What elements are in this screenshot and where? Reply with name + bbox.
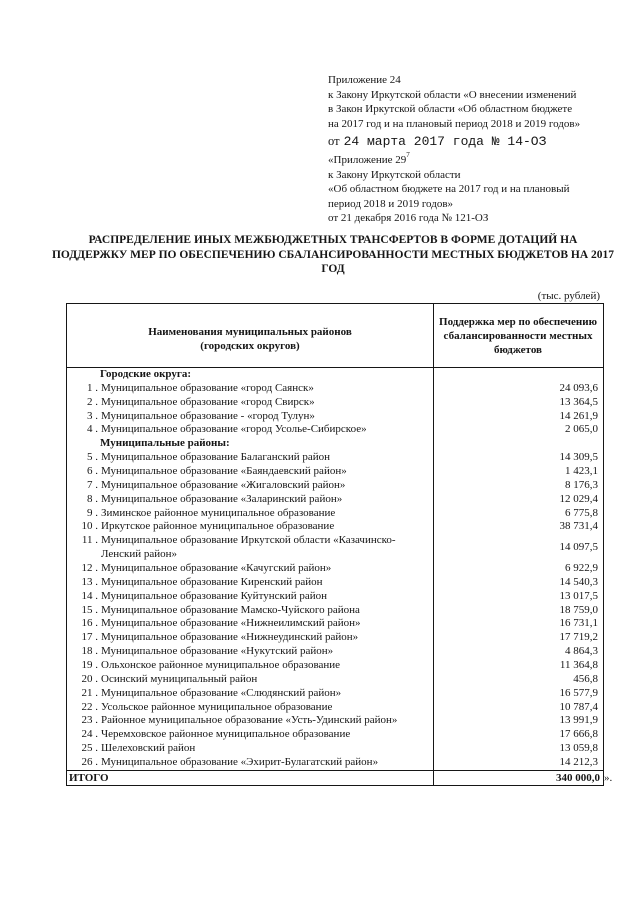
table-row	[67, 465, 603, 479]
row-value: 16 577,9	[559, 686, 598, 699]
row-number: 12 .	[81, 562, 98, 575]
row-value: 1 423,1	[565, 465, 598, 478]
row-value: 17 666,8	[559, 728, 598, 741]
column-divider	[433, 304, 434, 785]
row-value: 456,8	[573, 672, 598, 685]
appendix-date-line	[328, 133, 546, 149]
table-row	[67, 423, 603, 437]
row-value: 14 097,5	[559, 541, 598, 554]
row-number: 23 .	[81, 714, 98, 727]
header-name-line: (городских округов)	[200, 339, 300, 352]
table-row	[67, 534, 603, 562]
appendix-date-stamp: 24 марта 2017 года № 14-ОЗ	[343, 134, 547, 149]
row-name: Муниципальное образование «Нижнеудинский район»	[101, 631, 359, 644]
row-name: Муниципальное образование «город Саянск»	[101, 381, 314, 394]
table-header	[67, 304, 603, 368]
table-row	[67, 562, 603, 576]
row-name: Муниципальное образование «Жигаловский район»	[101, 478, 346, 491]
row-name: Муниципальное образование «город Свирск»	[101, 395, 315, 408]
table-row	[67, 728, 603, 742]
row-number: 3 .	[87, 409, 98, 422]
title-line: ГОД	[321, 263, 345, 275]
row-number: 11 .	[81, 534, 98, 547]
row-value: 8 176,3	[565, 478, 598, 491]
row-number: 13 .	[81, 575, 98, 588]
row-value: 13 991,9	[559, 714, 598, 727]
row-number: 17 .	[81, 631, 98, 644]
row-name: Черемховское районное муниципальное образование	[101, 728, 351, 741]
table-row	[67, 396, 603, 410]
table-row	[67, 382, 603, 396]
table-row	[67, 493, 603, 507]
table-row	[67, 576, 603, 590]
table-row	[67, 714, 603, 728]
base-appendix-line: от 21 декабря 2016 года № 121-ОЗ	[328, 212, 489, 224]
row-name: Шелеховский район	[101, 742, 196, 755]
row-name: Муниципальное образование - «город Тулун»	[101, 409, 315, 422]
table-row	[67, 451, 603, 465]
row-name: Муниципальное образование «Эхирит-Булагатский район»	[101, 756, 379, 769]
row-number: 24 .	[81, 728, 98, 741]
table-row	[67, 756, 603, 770]
total-value: 340 000,0	[556, 771, 600, 784]
appendix-line: в Закон Иркутской области «Об областном бюджете	[328, 103, 573, 115]
table-row	[67, 617, 603, 631]
row-value: 14 212,3	[559, 756, 598, 769]
table-row	[67, 701, 603, 715]
row-name: Муниципальное образование «Баяндаевский район»	[101, 465, 347, 478]
row-name: Муниципальное образование «Заларинский район»	[101, 492, 343, 505]
row-number: 5 .	[87, 451, 98, 464]
row-name: Районное муниципальное образование «Усть-Удинский район»	[101, 714, 398, 727]
base-appendix-line: «Об областном бюджете на 2017 год и на плановый	[328, 183, 570, 195]
row-name: Муниципальное образование Балаганский район	[101, 451, 331, 464]
base-appendix-title: «Приложение 29	[328, 154, 407, 166]
document-title	[30, 233, 636, 277]
group-header: Городские округа:	[100, 368, 192, 380]
row-name: Усольское районное муниципальное образование	[101, 700, 333, 713]
appendix-header	[328, 73, 580, 131]
row-number: 2 .	[87, 395, 98, 408]
table-row	[67, 507, 603, 521]
row-number: 9 .	[87, 506, 98, 519]
row-number: 6 .	[87, 465, 98, 478]
row-value: 24 093,6	[559, 381, 598, 394]
row-number: 20 .	[81, 672, 98, 685]
row-value: 14 261,9	[559, 409, 598, 422]
row-name: Муниципальное образование Мамско-Чуйского района	[101, 603, 360, 616]
row-number: 26 .	[81, 756, 98, 769]
table-row	[67, 742, 603, 756]
table-body	[67, 368, 603, 770]
row-value: 17 719,2	[559, 631, 598, 644]
base-appendix-title-line	[328, 153, 570, 168]
row-value: 4 864,3	[565, 645, 598, 658]
table-row	[67, 590, 603, 604]
table-row	[67, 410, 603, 424]
table-row	[67, 673, 603, 687]
row-value: 6 775,8	[565, 506, 598, 519]
appendix-date-prefix: от	[328, 134, 340, 148]
row-number: 15 .	[81, 603, 98, 616]
row-name: Муниципальное образование «Нижнеилимский район»	[101, 617, 361, 630]
row-value: 38 731,4	[559, 520, 598, 533]
row-name: Ольхонское районное муниципальное образование	[101, 659, 341, 672]
base-appendix-title-superscript: 7	[406, 151, 410, 160]
row-number: 18 .	[81, 645, 98, 658]
row-value: 18 759,0	[559, 603, 598, 616]
row-value: 12 029,4	[559, 492, 598, 505]
units-label: (тыс. рублей)	[537, 290, 600, 302]
table-row	[67, 687, 603, 701]
row-name: Муниципальное образование «Нукутский район»	[101, 645, 334, 658]
table-row	[67, 479, 603, 493]
total-label: ИТОГО	[69, 771, 109, 784]
row-value: 6 922,9	[565, 562, 598, 575]
table-row	[67, 659, 603, 673]
row-number: 16 .	[81, 617, 98, 630]
header-name-line: Наименования муниципальных районов	[148, 325, 352, 338]
appendix-title: Приложение 24	[328, 74, 401, 86]
header-value-column	[433, 304, 603, 367]
row-value: 11 364,8	[559, 659, 598, 672]
row-name: Муниципальное образование «Качугский район»	[101, 562, 332, 575]
table-row	[67, 645, 603, 659]
title-line: РАСПРЕДЕЛЕНИЕ ИНЫХ МЕЖБЮДЖЕТНЫХ ТРАНСФЕРТОВ В ФОРМЕ ДОТАЦИЙ НА	[88, 234, 578, 246]
row-value: 13 017,5	[559, 589, 598, 602]
row-name: Зиминское районное муниципальное образование	[101, 506, 336, 519]
row-name: Иркутское районное муниципальное образование	[101, 520, 335, 533]
appendix-line: к Закону Иркутской области «О внесении изменений	[328, 88, 577, 101]
table-row	[67, 520, 603, 534]
group-header: Муниципальные районы:	[100, 437, 230, 450]
row-number: 1 .	[87, 381, 98, 394]
header-name-column	[67, 304, 433, 367]
header-value-line: сбалансированности местных	[443, 329, 593, 342]
header-value-line: Поддержка мер по обеспечению	[439, 315, 597, 328]
total-row	[67, 770, 603, 785]
row-name: Муниципальное образование Куйтунский район	[101, 589, 328, 602]
table-row	[67, 604, 603, 618]
budget-table	[66, 303, 604, 786]
row-number: 10 .	[81, 520, 98, 533]
row-number: 19 .	[81, 659, 98, 672]
title-line: ПОДДЕРЖКУ МЕР ПО ОБЕСПЕЧЕНИЮ СБАЛАНСИРОВАННОСТИ МЕСТНЫХ БЮДЖЕТОВ НА 2017	[51, 248, 615, 261]
row-name: Муниципальное образование «Слюдянский район»	[101, 686, 342, 699]
base-appendix-header	[328, 153, 570, 226]
row-value: 16 731,1	[559, 617, 598, 630]
row-value: 14 309,5	[559, 451, 598, 464]
appendix-line: на 2017 год и на плановый период 2018 и 2019 годов»	[328, 117, 581, 130]
row-value: 2 065,0	[565, 423, 598, 436]
row-number: 22 .	[81, 700, 98, 713]
row-name: Муниципальное образование Иркутской области «Казачинско-Ленский район»	[101, 534, 396, 561]
row-number: 4 .	[87, 423, 98, 436]
row-number: 14 .	[81, 589, 98, 602]
row-value: 14 540,3	[559, 575, 598, 588]
row-number: 21 .	[81, 686, 98, 699]
row-name: Муниципальное образование Киренский район	[101, 575, 323, 588]
row-number: 8 .	[87, 492, 98, 505]
base-appendix-line: к Закону Иркутской области	[328, 168, 461, 181]
row-number: 7 .	[87, 478, 98, 491]
header-value-line: бюджетов	[494, 343, 542, 356]
base-appendix-line: период 2018 и 2019 годов»	[328, 197, 454, 210]
closing-quote-mark: ».	[604, 772, 613, 784]
table-row	[67, 631, 603, 645]
row-value: 13 059,8	[559, 742, 598, 755]
row-value: 10 787,4	[559, 700, 598, 713]
row-number: 25 .	[81, 742, 98, 755]
row-value: 13 364,5	[559, 395, 598, 408]
row-name: Муниципальное образование «город Усолье-Сибирское»	[101, 423, 367, 436]
row-name: Осинский муниципальный район	[101, 672, 258, 685]
